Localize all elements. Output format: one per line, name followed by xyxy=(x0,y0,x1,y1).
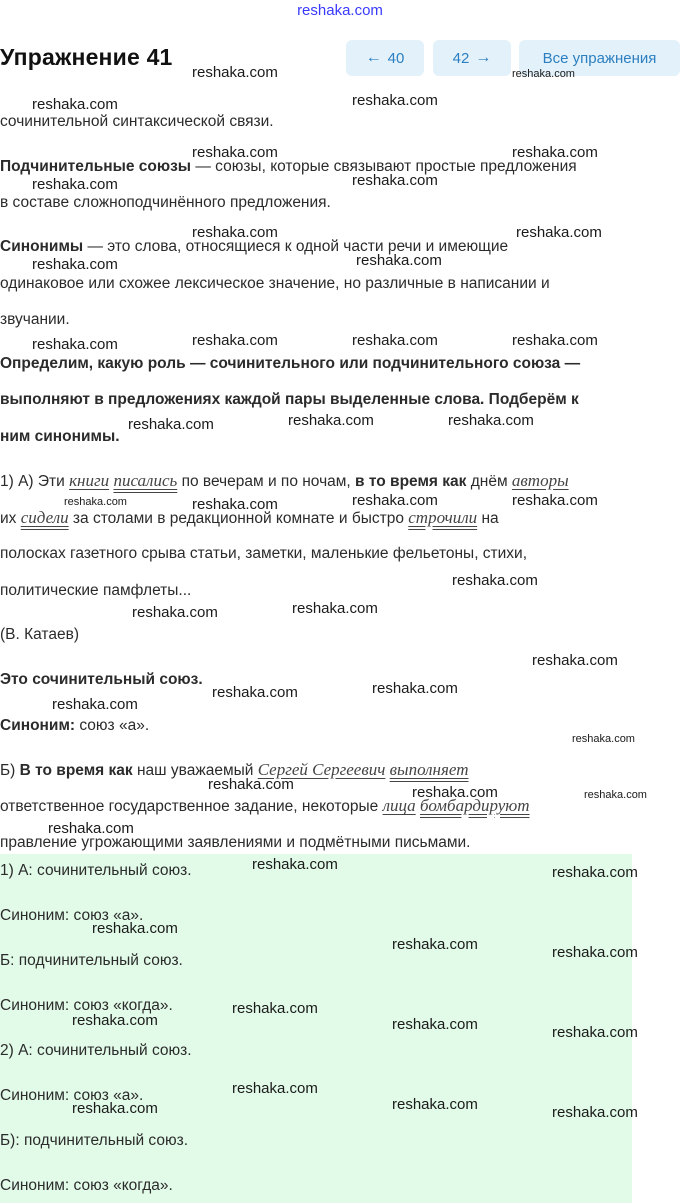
watermark: reshaka.com xyxy=(356,252,442,269)
watermark: reshaka.com xyxy=(352,492,438,509)
prev-exercise-button[interactable] xyxy=(346,40,424,76)
watermark: reshaka.com xyxy=(512,332,598,349)
text: по вечерам и по ночам, xyxy=(177,473,356,490)
watermark: reshaka.com xyxy=(64,496,127,508)
text: ответственное государственное задание, некоторые xyxy=(0,798,383,815)
example-line xyxy=(0,509,676,528)
watermark: reshaka.com xyxy=(352,332,438,349)
watermark: reshaka.com xyxy=(584,789,647,801)
watermark: reshaka.com xyxy=(532,652,618,669)
answer-line: Б): подчинительный союз. xyxy=(0,1132,189,1149)
watermark: reshaka.com xyxy=(572,733,635,745)
example-line xyxy=(0,761,676,780)
answer-line: Синоним: союз «а». xyxy=(0,907,144,924)
example-line xyxy=(0,472,676,491)
text-line: в составе сложноподчинённого предложения. xyxy=(0,194,331,211)
watermark: reshaka.com xyxy=(512,68,575,80)
watermark: reshaka.com xyxy=(32,96,118,113)
watermark: reshaka.com xyxy=(552,1024,638,1041)
watermark: reshaka.com xyxy=(192,224,278,241)
watermark: reshaka.com xyxy=(192,144,278,161)
highlighted-word: выполняет xyxy=(389,760,469,779)
definition: — это слова, относящиеся к одной части речи и имеющие xyxy=(83,238,509,255)
watermark: reshaka.com xyxy=(32,176,118,193)
watermark: reshaka.com xyxy=(552,864,638,881)
watermark: reshaka.com xyxy=(252,856,338,873)
answer-line: Синоним: союз «когда». xyxy=(0,1177,173,1194)
watermark: reshaka.com xyxy=(92,920,178,937)
example-line: правление угрожающими заявлениями и подмётными письмами. xyxy=(0,834,471,851)
task-line: выполняют в предложениях каждой пары выделенные слова. Подберём к xyxy=(0,391,579,408)
answer-line: Синоним: союз «когда». xyxy=(0,997,173,1014)
conjunction: В то время как xyxy=(19,762,133,779)
watermark: reshaka.com xyxy=(392,1096,478,1113)
text: на xyxy=(477,510,499,527)
watermark: reshaka.com xyxy=(72,1012,158,1029)
answer-line: 1) А: сочинительный союз. xyxy=(0,862,192,879)
watermark: reshaka.com xyxy=(32,256,118,273)
synonym-label: Синоним: xyxy=(0,717,76,734)
watermark: reshaka.com xyxy=(208,776,294,793)
conjunction: в то время как xyxy=(355,473,467,490)
text: за столами в редакционной комнате и быстро xyxy=(68,510,409,527)
page-title: Упражнение 41 xyxy=(0,44,173,70)
synonym-value: союз «а». xyxy=(75,717,150,734)
watermark: reshaka.com xyxy=(448,412,534,429)
site-link[interactable]: reshaka.com xyxy=(297,2,383,19)
text: 1) А) Эти xyxy=(0,473,70,490)
watermark: reshaka.com xyxy=(288,412,374,429)
watermark: reshaka.com xyxy=(352,172,438,189)
text: наш уважаемый xyxy=(132,762,258,779)
highlighted-word: Сергей Сергеевич xyxy=(257,760,386,779)
watermark: reshaka.com xyxy=(412,784,498,801)
answer-line: Б: подчинительный союз. xyxy=(0,952,183,969)
watermark: reshaka.com xyxy=(292,600,378,617)
example-line: полосках газетного срыва статьи, заметки, маленькие фельетоны, стихи, xyxy=(0,545,528,562)
watermark: reshaka.com xyxy=(52,696,138,713)
watermark: reshaka.com xyxy=(132,604,218,621)
watermark: reshaka.com xyxy=(512,492,598,509)
next-exercise-button[interactable] xyxy=(433,40,511,76)
watermark: reshaka.com xyxy=(212,684,298,701)
highlighted-word: бомбардируют xyxy=(420,796,530,815)
watermark: reshaka.com xyxy=(32,336,118,353)
watermark: reshaka.com xyxy=(48,820,134,837)
answer-line: 2) А: сочинительный союз. xyxy=(0,1042,192,1059)
watermark: reshaka.com xyxy=(512,144,598,161)
watermark: reshaka.com xyxy=(72,1100,158,1117)
text-line: одинаковое или схожее лексическое значение, но различные в написании и xyxy=(0,275,550,292)
watermark: reshaka.com xyxy=(392,1016,478,1033)
term: Подчинительные союзы xyxy=(0,158,192,175)
watermark: reshaka.com xyxy=(452,572,538,589)
example-line xyxy=(0,797,676,816)
watermark: reshaka.com xyxy=(516,224,602,241)
watermark: reshaka.com xyxy=(128,416,214,433)
highlighted-word: книги xyxy=(69,471,110,490)
watermark: reshaka.com xyxy=(352,92,438,109)
highlighted-word: авторы xyxy=(511,471,569,490)
conclusion: Это сочинительный союз. xyxy=(0,671,203,688)
text: их xyxy=(0,510,21,527)
text-line: сочинительной синтаксической связи. xyxy=(0,113,274,130)
example-line: политические памфлеты... xyxy=(0,582,192,599)
definition: — союзы, которые связывают простые предложения xyxy=(191,158,577,175)
author: (В. Катаев) xyxy=(0,626,79,643)
text: Б) xyxy=(0,762,20,779)
highlighted-word: сидели xyxy=(20,508,69,527)
all-exercises-button[interactable]: Все упражнения xyxy=(519,40,680,76)
highlighted-word: лица xyxy=(382,796,416,815)
prev-exercise-label: 40 xyxy=(387,49,405,67)
next-exercise-label: 42 xyxy=(452,49,470,67)
highlighted-word: строчили xyxy=(408,508,478,527)
watermark: reshaka.com xyxy=(552,944,638,961)
task-line: Определим, какую роль — сочинительного или подчинительного союза — xyxy=(0,355,581,372)
term: Синонимы xyxy=(0,238,84,255)
text: днём xyxy=(466,473,512,490)
watermark: reshaka.com xyxy=(232,1080,318,1097)
watermark: reshaka.com xyxy=(392,936,478,953)
watermark: reshaka.com xyxy=(192,332,278,349)
watermark: reshaka.com xyxy=(232,1000,318,1017)
arrow-right-icon: → xyxy=(475,49,492,66)
arrow-left-icon: ← xyxy=(365,49,382,66)
watermark: reshaka.com xyxy=(192,496,278,513)
text-line: звучании. xyxy=(0,311,70,328)
watermark: reshaka.com xyxy=(372,680,458,697)
watermark: reshaka.com xyxy=(192,64,278,81)
watermark: reshaka.com xyxy=(552,1104,638,1121)
highlighted-word: писались xyxy=(113,471,178,490)
task-line: ним синонимы. xyxy=(0,428,120,445)
answer-line: Синоним: союз «а». xyxy=(0,1087,144,1104)
